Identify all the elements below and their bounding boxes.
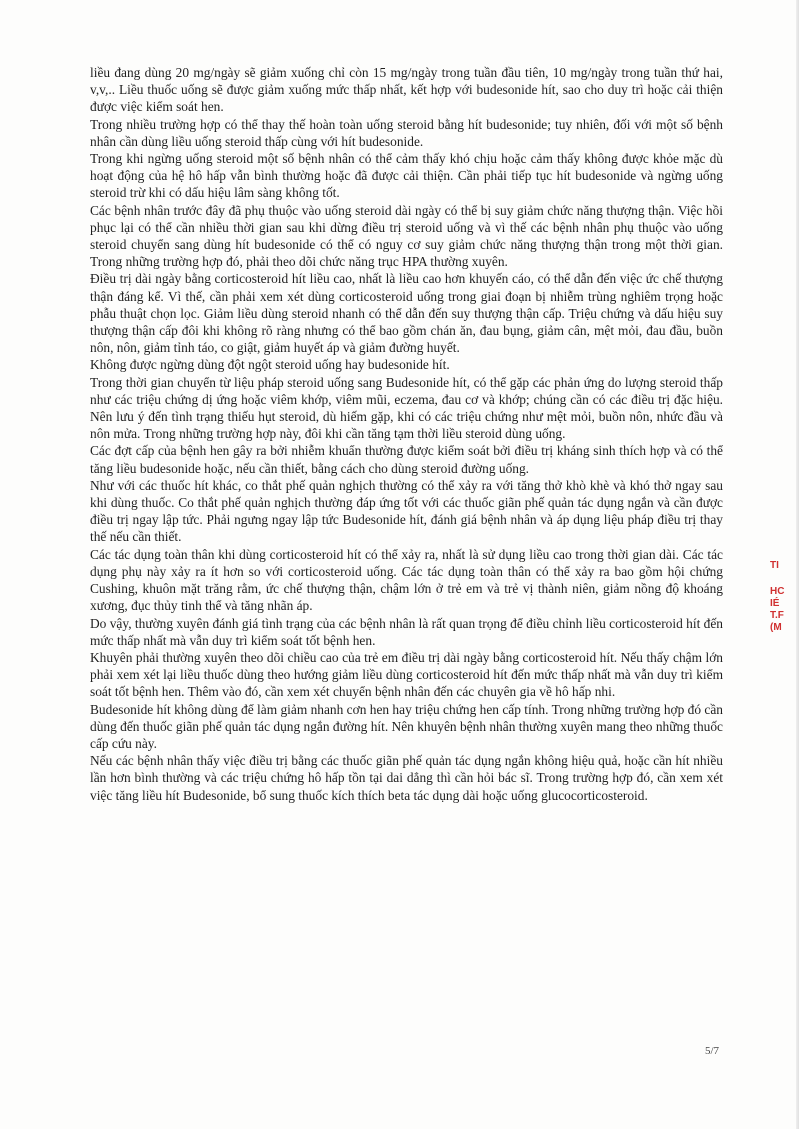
stamp-text: IÉ — [770, 598, 780, 609]
paragraph: Các bệnh nhân trước đây đã phụ thuộc vào uống steroid dài ngày có thể bị suy giảm chức năng thượng thận. Việc hồi phục lại có thể cần nhiều thời gian sau khi dừng điều trị steroid uống và vì thế các bệnh nhân phụ thuộc vào uống steroid chuyển sang dùng hít budesonide có thể có nguy cơ suy giảm chức năng thượng thận trong một thời gian. Trong những trường hợp đó, phải theo dõi chức năng trục HPA thường xuyên. — [90, 202, 723, 270]
margin-stamp-fragment — [770, 560, 799, 860]
document-body — [90, 64, 723, 804]
paragraph: Trong thời gian chuyển từ liệu pháp steroid uống sang Budesonide hít, có thể gặp các phản ứng do lượng steroid thấp như các triệu chứng dị ứng hoặc viêm khớp, viêm mũi, eczema, đau cơ và khớp; chúng cần có các điều trị đặc hiệu. Nên lưu ý đến tình trạng thiếu hụt steroid, dù hiếm gặp, khi có các triệu chứng như mệt mỏi, buồn nôn, nhức đầu và nôn mửa. Trong những trường hợp này, đôi khi cần tăng tạm thời liều steroid dùng uống. — [90, 374, 723, 442]
paragraph: Như với các thuốc hít khác, co thắt phế quản nghịch thường có thể xảy ra với tăng thở khò khè và khó thở ngay sau khi dùng thuốc. Co thắt phế quản nghịch thường đáp ứng tốt với các thuốc giãn phế quản tác dụng ngắn và cần được điều trị ngay lập tức. Phải ngưng ngay lập tức Budesonide hít, đánh giá bệnh nhân và áp dụng liệu pháp điều trị thay thế nếu cần thiết. — [90, 477, 723, 545]
paragraph: liều đang dùng 20 mg/ngày sẽ giảm xuống chỉ còn 15 mg/ngày trong tuần đầu tiên, 10 mg/ngày trong tuần thứ hai, v,v,.. Liều thuốc uống sẽ được giảm xuống mức thấp nhất, kết hợp với budesonide hít, sao cho duy trì hoặc cải thiện được việc kiểm soát hen. — [90, 65, 723, 115]
paragraph: Các tác dụng toàn thân khi dùng corticosteroid hít có thể xảy ra, nhất là sử dụng liều cao trong thời gian dài. Các tác dụng phụ này xảy ra ít hơn so với corticosteroid uống. Các tác dụng toàn thân có thể xảy ra bao gồm hội chứng Cushing, khuôn mặt trăng rằm, ức chế thượng thận, chậm lớn ở trẻ em và trẻ vị thành niên, giảm nồng độ khoáng xương, đục thủy tinh thể và tăng nhãn áp. — [90, 546, 723, 614]
page-number: 5/7 — [705, 1045, 720, 1057]
stamp-text: HC — [770, 586, 785, 597]
stamp-gap — [770, 572, 799, 586]
paragraph: Trong nhiều trường hợp có thể thay thế hoàn toàn uống steroid bằng hít budesonide; tuy nhiên, đối với một số bệnh nhân cần dùng liều uống steroid thấp cùng với hít budesonide. — [90, 116, 723, 149]
paragraph: Các đợt cấp của bệnh hen gây ra bởi nhiễm khuẩn thường được kiểm soát bởi điều trị kháng sinh thích hợp và có thể tăng liều budesonide hoặc, nếu cần thiết, bằng cách cho dùng steroid đường uống. — [90, 443, 723, 476]
paragraph: Điều trị dài ngày bằng corticosteroid hít liều cao, nhất là liều cao hơn khuyến cáo, có thể dẫn đến việc ức chế thượng thận đáng kể. Vì thế, cần phải xem xét dùng corticosteroid uống trong giai đoạn bị nhiễm trùng nghiêm trọng hoặc phẫu thuật chọn lọc. Giảm liều dùng steroid nhanh có thể dẫn đến suy thượng thận cấp. Triệu chứng và dấu hiệu suy thượng thận cấp đôi khi không rõ ràng nhưng có thể bao gồm chán ăn, đau bụng, giảm cân, mệt mỏi, đau đầu, buồn nôn, nôn, giảm tỉnh táo, co giật, giảm huyết áp và giảm đường huyết. — [90, 271, 723, 356]
stamp-text: (M — [770, 622, 782, 633]
stamp-text: T.F — [770, 610, 784, 621]
paragraph: Không được ngừng dùng đột ngột steroid uống hay budesonide hít. — [90, 357, 450, 373]
paragraph: Trong khi ngừng uống steroid một số bệnh nhân có thể cảm thấy khó chịu hoặc cảm thấy không được khỏe mặc dù hoạt động của hệ hô hấp vẫn bình thường hoặc đã được cải thiện. Cần phải tiếp tục hít budesonide và ngừng uống steroid trừ khi có dấu hiệu lâm sàng không tốt. — [90, 151, 723, 201]
paragraph: Do vậy, thường xuyên đánh giá tình trạng của các bệnh nhân là rất quan trọng để điều chỉnh liều corticosteroid hít đến mức thấp nhất mà vẫn duy trì kiểm soát tốt bệnh hen. — [90, 615, 723, 648]
paragraph: Nếu các bệnh nhân thấy việc điều trị bằng các thuốc giãn phế quản tác dụng ngắn không hiệu quả, hoặc cần hít nhiều lần hơn bình thường và các triệu chứng hô hấp tồn tại dai dẳng thì cần hỏi bác sĩ. Trong trường hợp đó, cần xem xét việc tăng liều hít Budesonide, bổ sung thuốc kích thích beta tác dụng dài hoặc uống glucocorticosteroid. — [90, 753, 723, 803]
paragraph: Budesonide hít không dùng để làm giảm nhanh cơn hen hay triệu chứng hen cấp tính. Trong những trường hợp đó cần dùng đến thuốc giãn phế quản tác dụng ngắn đường hít. Nên khuyên bệnh nhân thường xuyên mang theo những thuốc cấp cứu này. — [90, 701, 723, 751]
paragraph: Khuyên phải thường xuyên theo dõi chiều cao của trẻ em điều trị dài ngày bằng corticosteroid hít. Nếu thấy chậm lớn phải xem xét lại liều thuốc dùng theo hướng giảm liều dùng corticosteroid hít đến mức thấp nhất mà vẫn duy trì kiểm soát tốt bệnh hen. Thêm vào đó, cần xem xét chuyển bệnh nhân đến các chuyên gia về hô hấp nhi. — [90, 649, 723, 700]
stamp-text: TI — [770, 560, 779, 571]
